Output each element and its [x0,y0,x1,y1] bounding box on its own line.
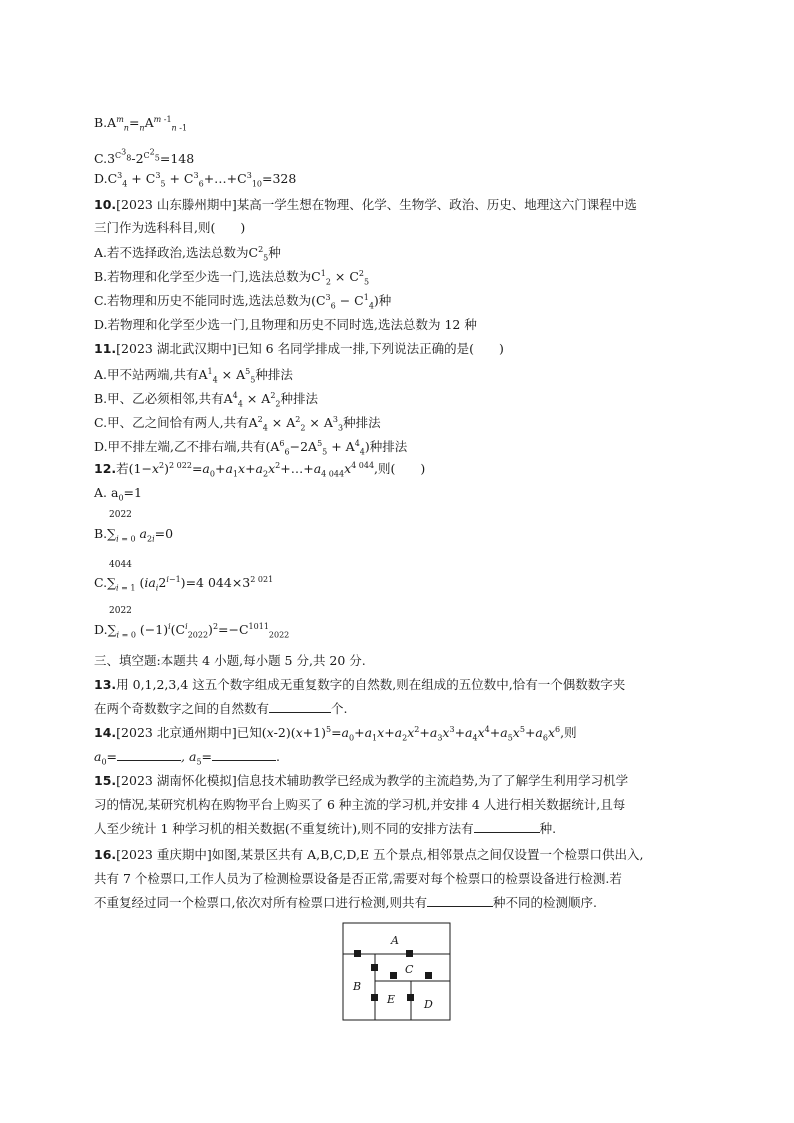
q9-d-prefix: D. [94,171,108,186]
q10-option-c: C.若物理和历史不能同时选,选法总数为$(C^3_6 - C^1_4)$种 [94,292,392,311]
q13-line2 [94,700,348,718]
q13-number: 13. [94,677,117,692]
q15-line3-text: 人至少统计 1 种学习机的相关数据(不重复统计),则不同的安排方法有 [94,821,474,836]
q12-stem: 12.若$(1-x^2)^{2 022}=a_0+a_1x+a_2x^2+\dots+a_{4 044}x^{4 044}$,则( ) [94,460,426,479]
q12-a-tail: =1 [123,485,142,500]
q15-line1-text: [2023 湖南怀化模拟]信息技术辅助教学已经成为教学的主流趋势,为了了解学生利用学习机学 [116,773,629,788]
q12-d-upper-limit: 2022 [109,606,132,616]
q11-number: 11. [94,341,117,356]
q12-b-label: B. [94,526,108,541]
q16-line1 [94,846,644,864]
label-c: C [405,963,414,976]
q9-option-d: $D.C^3_4 + C^3_5$ + $C^3_6+\dots+C^3_{10}=328$ [94,170,297,189]
q10-number: 10. [94,197,117,212]
q12-c-upper-limit: 4044 [109,560,132,570]
q11-c-text: C.甲、乙之间恰有两人,共有 [94,415,249,430]
q16-line3-text: 不重复经过同一个检票口,依次对所有检票口进行检测,则共有 [94,895,427,910]
q12-number: 12. [94,461,117,476]
q16-line2-text: 共有 7 个检票口,工作人员为了检测检票设备是否正常,需要对每个检票口的检票设备进行检测.若 [94,871,622,886]
q10-stem [94,196,637,214]
section-3-text: 三、填空题:本题共 4 小题,每小题 5 分,共 20 分. [94,653,366,668]
checkpoint-marker [354,950,361,957]
q14-end: . [276,749,280,764]
q16-line1-text: [2023 重庆期中]如图,某景区共有 A,B,C,D,E 五个景点,相邻景点之间仅设置一个检票口供出入, [116,847,644,862]
q12-option-b: $B.\sum_{i = 0}$ $a_{2i}=0$ [94,526,174,544]
q13-line2-tail: 个. [331,701,348,716]
q10-option-b: B.若物理和化学至少选一门,选法总数为$C^1_2 \times C^2_5$ [94,268,370,287]
q11-d-text: D.甲不排左端,乙不排右端,共有 [94,439,266,454]
q12-c-tail: =4 044×3 [185,575,251,590]
q9-b-label: B.A [94,115,117,130]
q10-d-text: D.若物理和化学至少选一门,且物理和历史不同时选,选法总数为 12 种 [94,317,477,332]
q10-stem-2 [94,219,245,237]
q9-option-b: $B.A^m_n=_nA^{m -1}_{n -1}$ [94,114,188,133]
q10-stem-line2: 三门作为选科科目,则( ) [94,220,246,235]
q16-line2 [94,870,622,888]
q12-option-a: A. $a_0=1$ [94,485,142,503]
q14-answers: $a_0=$ , $a_5=$ . [94,749,280,767]
q12-d-label: D. [94,622,108,637]
q11-d-tail: 种排法 [369,439,408,454]
q11-option-b: B.甲、乙必须相邻,共有$A^4_4 \times A^2_2$种排法 [94,390,319,409]
q14-a0-label: a [94,749,102,764]
q9-c-prefix: C.3 [94,151,116,166]
checkpoint-marker [371,994,378,1001]
scenic-area-figure [340,921,454,1025]
q14-a0-blank[interactable] [117,749,181,761]
q11-option-d: D.甲不排左端,乙不排右端,共有$(A^6_6-2A^5_5 + A^4_4)$种排法 [94,438,408,457]
q14-stem-text: [2023 北京通州期中]已知 [116,725,262,740]
checkpoint-marker [425,972,432,979]
q15-line3 [94,820,556,838]
label-a: A [391,934,399,947]
q10-a-text: A.若不选择政治,选法总数为 [94,245,249,260]
q10-stem-line1: [2023 山东滕州期中]某高一学生想在物理、化学、生物学、政治、历史、地理这六门课程中选 [116,197,637,212]
q15-line1 [94,772,628,790]
q11-b-text: B.甲、乙必须相邻,共有 [94,391,224,406]
q12-c-label: C. [94,575,108,590]
q10-a-tail: 种 [268,245,281,260]
q12-a-text: A. a [94,485,119,500]
q15-line2 [94,796,625,814]
checkpoint-marker [406,950,413,957]
q16-line3 [94,894,597,912]
q14-a5-label: , a [181,749,197,764]
q14-stem-tail: ,则 [560,725,577,740]
q10-c-tail: 种 [378,293,392,308]
q13-line2-text: 在两个奇数数字之间的自然数有 [94,701,270,716]
q15-line2-text: 习的情况,某研究机构在购物平台上购买了 6 种主流的学习机,并安排 4 人进行相关数据统计,且每 [94,797,626,812]
label-b: B [353,980,362,993]
q15-line3-tail: 种. [539,821,557,836]
q9-option-c: $C.3^{C^3_8}-2^{C^2_5}=148$ [94,147,195,166]
q12-option-c: $C.\sum_{i = 1}$ $(ia_i2^{i-1})=4$ $044\times 3^{2 021}$ [94,574,274,593]
q12-stem-tail: ,则( ) [374,461,426,476]
q11-option-a: A.甲不站两端,共有$A^1_4 \times A^5_5$种排法 [94,366,293,385]
q10-option-a: A.若不选择政治,选法总数为$C^2_5$种 [94,244,281,263]
q13-line1-text: 用 0,1,2,3,4 这五个数字组成无重复数字的自然数,则在组成的五位数中,恰有一个偶数数字夹 [116,677,626,692]
q10-option-d [94,316,477,334]
q11-stem [94,340,504,358]
q16-number: 16. [94,847,117,862]
q12-option-d: $D.\sum_{i = 0}$ $(-1)^i(C^i_{2022})^2=-C^{1011}_{2022}$ [94,621,290,640]
q11-a-tail: 种排法 [255,367,293,382]
q10-b-text: B.若物理和化学至少选一门,选法总数为 [94,269,312,284]
checkpoint-marker [407,994,414,1001]
q13-answer-blank[interactable] [269,701,331,713]
section-3-heading [94,652,366,670]
q11-stem-text: [2023 湖北武汉期中]已知 6 名同学排成一排,下列说法正确的是( ) [116,341,504,356]
label-d: D [424,998,433,1011]
checkpoint-marker [371,964,378,971]
q11-b-tail: 种排法 [280,391,319,406]
q14-a5-blank[interactable] [212,749,276,761]
q11-a-text: A.甲不站两端,共有 [94,367,199,382]
label-e: E [387,993,396,1006]
q12-b-upper-limit: 2022 [109,510,132,520]
q13-line1 [94,676,625,694]
checkpoint-marker [390,972,397,979]
q10-c-text: C.若物理和历史不能同时选,选法总数为 [94,293,312,308]
q14-number: 14. [94,725,117,740]
q11-option-c: C.甲、乙之间恰有两人,共有$A^2_4 \times A^2_2 \times A^3_3$种排法 [94,414,381,433]
q15-number: 15. [94,773,117,788]
q9-c-tail: =148 [159,151,195,166]
q16-line3-tail: 种不同的检测顺序. [492,895,597,910]
q11-c-tail: 种排法 [343,415,381,430]
q14-stem: 14.[2023 北京通州期中]已知$(x-2)(x+1)^5=a_0+a_1x+a_2x^2+a_3x^3+a_4x^4+a_5x^5+a_6x^6$,则 [94,724,577,743]
q16-answer-blank[interactable] [427,895,493,907]
q15-answer-blank[interactable] [474,821,540,833]
q12-stem-prefix: 若 [116,461,129,476]
q9-d-tail: =328 [262,171,297,186]
